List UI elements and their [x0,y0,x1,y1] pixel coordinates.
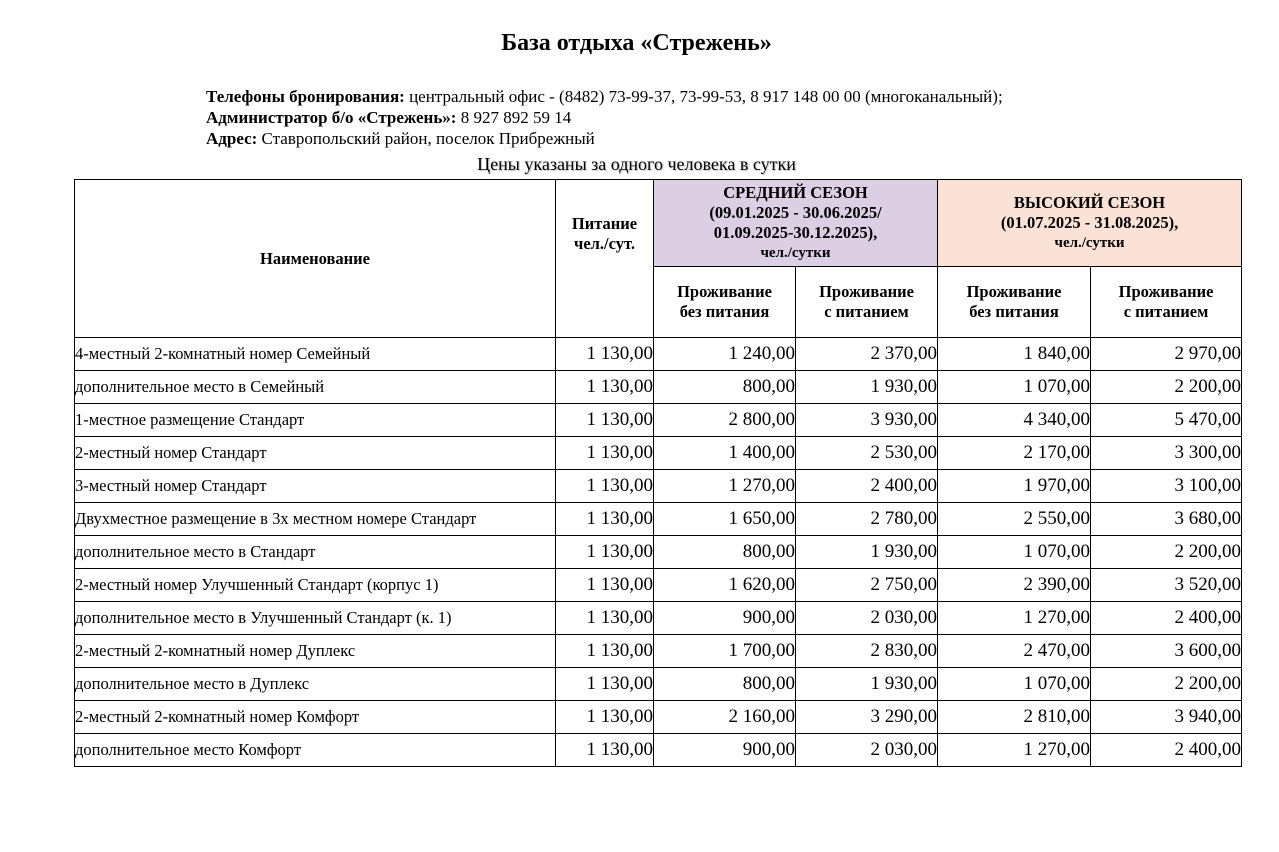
season-mid-dates-1: (09.01.2025 - 30.06.2025/ [709,203,882,222]
administrator-phone [206,107,1003,128]
high-with-food-price: 5 470,00 [1091,404,1242,437]
mid-no-food-price: 800,00 [654,371,796,404]
food-price: 1 130,00 [556,635,654,668]
high-no-food-price: 1 070,00 [938,536,1091,569]
room-name: 2-местный номер Улучшенный Стандарт (корпус 1) [75,569,556,602]
header-mid-no-food-line1: Проживание [677,282,772,301]
administrator-value: 8 927 892 59 14 [456,108,572,127]
mid-with-food-price: 2 530,00 [796,437,938,470]
mid-with-food-price: 2 780,00 [796,503,938,536]
season-high-dates: (01.07.2025 - 31.08.2025), [1000,213,1179,232]
contact-info [206,86,1003,149]
food-price: 1 130,00 [556,602,654,635]
room-name: 1-местное размещение Стандарт [75,404,556,437]
high-with-food-price: 3 940,00 [1091,701,1242,734]
header-season-mid [654,180,938,267]
mid-no-food-price: 1 620,00 [654,569,796,602]
price-note: Цены указаны за одного человека в сутки [477,154,796,174]
header-high-with-food-line2: с питанием [1123,302,1209,321]
season-high-unit: чел./сутки [1054,235,1125,251]
mid-with-food-price: 2 030,00 [796,734,938,767]
high-no-food-price: 2 550,00 [938,503,1091,536]
room-name: 2-местный 2-комнатный номер Комфорт [75,701,556,734]
season-mid-dates-2: 01.09.2025-30.12.2025), [713,223,878,242]
mid-with-food-price: 3 930,00 [796,404,938,437]
high-no-food-price: 2 170,00 [938,437,1091,470]
room-name: дополнительное место в Стандарт [75,536,556,569]
food-price: 1 130,00 [556,371,654,404]
header-high-with-food-line1: Проживание [1118,282,1214,301]
room-name: 2-местный номер Стандарт [75,437,556,470]
table-row [75,668,1242,701]
header-mid-no-food-line2: без питания [679,302,770,321]
room-name: Двухместное размещение в 3х местном номере Стандарт [75,503,556,536]
high-no-food-price: 1 270,00 [938,602,1091,635]
high-with-food-price: 2 400,00 [1091,602,1242,635]
high-no-food-price: 1 840,00 [938,338,1091,371]
food-price: 1 130,00 [556,668,654,701]
high-no-food-price: 2 810,00 [938,701,1091,734]
table-row [75,371,1242,404]
mid-with-food-price: 2 750,00 [796,569,938,602]
mid-no-food-price: 800,00 [654,668,796,701]
table-row [75,338,1242,371]
mid-no-food-price: 900,00 [654,602,796,635]
administrator-label: Администратор б/о «Стрежень»: [206,108,457,127]
header-mid-no-food [654,267,796,338]
room-name: 3-местный номер Стандарт [75,470,556,503]
high-no-food-price: 4 340,00 [938,404,1091,437]
mid-no-food-price: 900,00 [654,734,796,767]
table-row [75,701,1242,734]
mid-with-food-price: 2 030,00 [796,602,938,635]
header-high-no-food-line2: без питания [969,302,1059,321]
food-price: 1 130,00 [556,470,654,503]
high-no-food-price: 1 970,00 [938,470,1091,503]
booking-phones-label: Телефоны бронирования: [206,87,405,106]
season-mid-title: СРЕДНИЙ СЕЗОН [723,183,868,202]
header-food: Питание чел./сут. [556,180,654,338]
table-row [75,734,1242,767]
address-label: Адрес: [206,129,258,148]
address-value: Ставропольский район, поселок Прибрежный [257,129,595,148]
mid-no-food-price: 1 240,00 [654,338,796,371]
header-high-no-food-line1: Проживание [966,282,1062,301]
room-name: дополнительное место Комфорт [75,734,556,767]
table-row [75,569,1242,602]
high-with-food-price: 3 300,00 [1091,437,1242,470]
mid-no-food-price: 2 160,00 [654,701,796,734]
price-table [74,179,1242,767]
header-name: Наименование [75,180,556,338]
address [206,128,1003,149]
high-no-food-price: 2 390,00 [938,569,1091,602]
header-high-with-food [1091,267,1242,338]
table-row [75,602,1242,635]
high-with-food-price: 2 400,00 [1091,734,1242,767]
high-with-food-price: 3 680,00 [1091,503,1242,536]
food-price: 1 130,00 [556,404,654,437]
high-with-food-price: 3 600,00 [1091,635,1242,668]
high-with-food-price: 2 200,00 [1091,668,1242,701]
header-high-no-food [938,267,1091,338]
mid-with-food-price: 3 290,00 [796,701,938,734]
high-with-food-price: 2 200,00 [1091,371,1242,404]
high-no-food-price: 2 470,00 [938,635,1091,668]
mid-no-food-price: 1 700,00 [654,635,796,668]
table-row [75,470,1242,503]
mid-no-food-price: 1 400,00 [654,437,796,470]
food-price: 1 130,00 [556,701,654,734]
table-row [75,536,1242,569]
food-price: 1 130,00 [556,338,654,371]
table-row [75,635,1242,668]
food-price: 1 130,00 [556,734,654,767]
mid-with-food-price: 1 930,00 [796,536,938,569]
header-mid-with-food-line2: с питанием [824,302,909,321]
room-name: 4-местный 2-комнатный номер Семейный [75,338,556,371]
page-title: База отдыха «Стрежень» [501,30,772,56]
mid-no-food-price: 1 270,00 [654,470,796,503]
high-with-food-price: 2 200,00 [1091,536,1242,569]
high-with-food-price: 3 520,00 [1091,569,1242,602]
food-price: 1 130,00 [556,503,654,536]
high-with-food-price: 2 970,00 [1091,338,1242,371]
table-row [75,503,1242,536]
high-with-food-price: 3 100,00 [1091,470,1242,503]
mid-with-food-price: 2 830,00 [796,635,938,668]
food-price: 1 130,00 [556,536,654,569]
food-price: 1 130,00 [556,437,654,470]
mid-with-food-price: 1 930,00 [796,668,938,701]
mid-with-food-price: 2 400,00 [796,470,938,503]
high-no-food-price: 1 270,00 [938,734,1091,767]
high-no-food-price: 1 070,00 [938,668,1091,701]
table-row [75,404,1242,437]
room-name: дополнительное место в Семейный [75,371,556,404]
mid-no-food-price: 1 650,00 [654,503,796,536]
season-high-title: ВЫСОКИЙ СЕЗОН [1013,193,1166,212]
mid-with-food-price: 1 930,00 [796,371,938,404]
room-name: дополнительное место в Улучшенный Стандарт (к. 1) [75,602,556,635]
header-season-high [938,180,1242,267]
table-row [75,437,1242,470]
food-price: 1 130,00 [556,569,654,602]
mid-no-food-price: 2 800,00 [654,404,796,437]
room-name: дополнительное место в Дуплекс [75,668,556,701]
booking-phones-value: центральный офис - (8482) 73-99-37, 73-99-53, 8 917 148 00 00 (многоканальный); [404,87,1003,106]
room-name: 2-местный 2-комнатный номер Дуплекс [75,635,556,668]
season-mid-unit: чел./сутки [760,245,831,261]
header-mid-with-food [796,267,938,338]
mid-with-food-price: 2 370,00 [796,338,938,371]
booking-phones [206,86,1003,107]
mid-no-food-price: 800,00 [654,536,796,569]
high-no-food-price: 1 070,00 [938,371,1091,404]
header-mid-with-food-line1: Проживание [819,282,914,301]
